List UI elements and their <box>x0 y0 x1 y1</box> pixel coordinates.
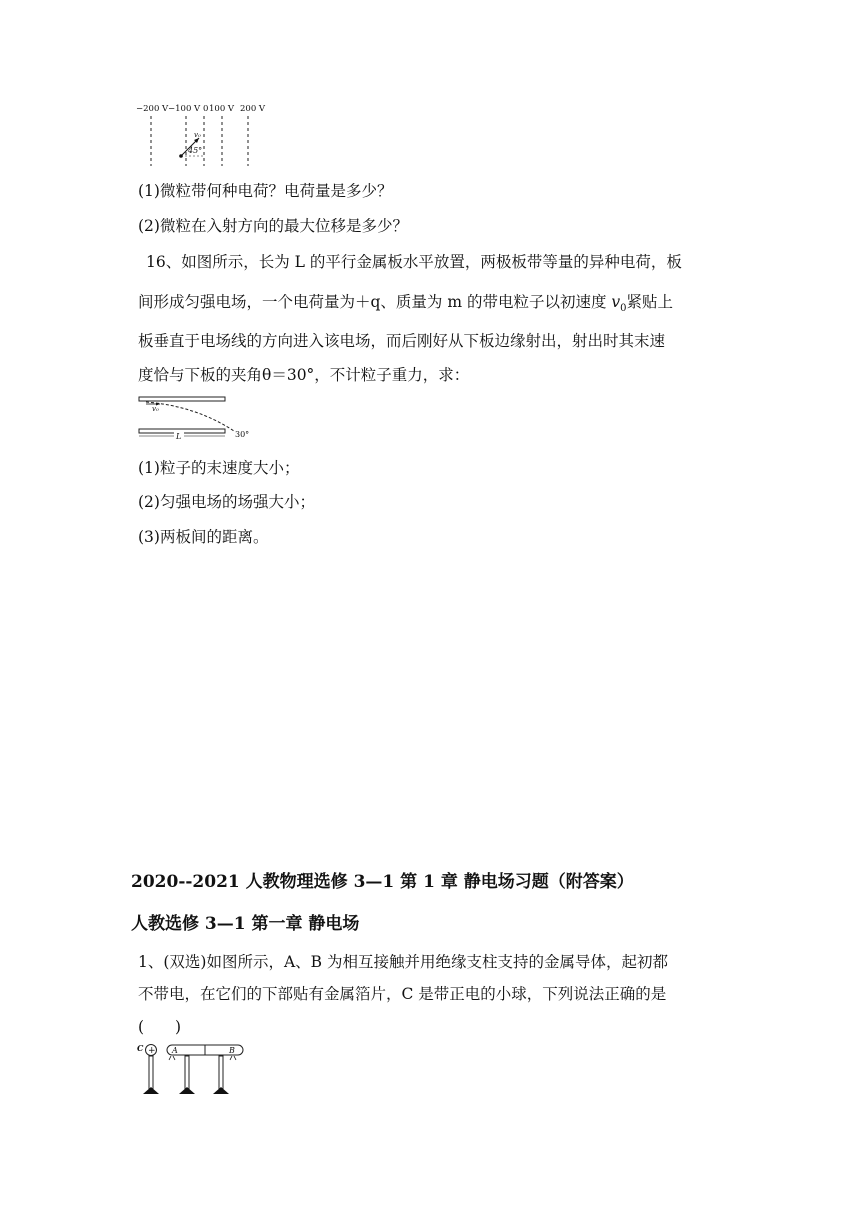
chapter-subheading: 人教选修 3—1 第一章 静电场 <box>131 914 360 934</box>
conductors-figure <box>136 1041 256 1097</box>
equipotential-figure <box>136 100 276 170</box>
length-label: L <box>176 432 182 441</box>
potential-label: 200 V <box>240 104 266 114</box>
trajectory <box>146 402 234 431</box>
q15-sub1: (1)微粒带何种电荷？电荷量是多少？ <box>138 182 393 200</box>
plus-sign: + <box>148 1046 156 1056</box>
q16-line2-text: 间形成匀强电场，一个电荷量为＋q、质量为 m 的带电粒子以初速度 <box>138 293 612 311</box>
c-label: C <box>137 1043 144 1053</box>
a-label: A <box>172 1046 178 1055</box>
q16-sub3: (3)两板间的距离。 <box>138 528 269 546</box>
parallel-plates-figure <box>136 392 266 444</box>
v0-subscript: 0 <box>620 303 627 315</box>
b-label: B <box>229 1046 235 1055</box>
q1-line3: ( ) <box>138 1018 182 1036</box>
angle-label: 30° <box>235 430 250 439</box>
q16-line4: 度恰与下板的夹角θ＝30°，不计粒子重力，求： <box>138 366 470 384</box>
v0-label: v₀ <box>152 405 159 413</box>
q16-sub2: (2)匀强电场的场强大小； <box>138 493 315 511</box>
q16-sub1: (1)粒子的末速度大小； <box>138 459 300 477</box>
parallel-plates-diagram <box>136 392 266 444</box>
q16-line2-text-end: 紧贴上 <box>626 293 674 311</box>
q16-line1: 16、如图所示，长为 L 的平行金属板水平放置，两极板带等量的异种电荷，板 <box>146 253 682 271</box>
upper-plate <box>139 397 225 401</box>
potential-label: −200 V <box>136 104 169 114</box>
equipotential-diagram <box>136 100 276 170</box>
potential-label: 0 <box>203 104 209 114</box>
v0-label: v₀ <box>194 131 201 139</box>
conductors-diagram <box>136 1041 256 1097</box>
q1-line1: 1、(双选)如图所示，A、B 为相互接触并用绝缘支柱支持的金属导体，起初都 <box>138 953 668 971</box>
q1-line2: 不带电，在它们的下部贴有金属箔片，C 是带正电的小球，下列说法正确的是 <box>138 985 667 1003</box>
q16-line2 <box>138 292 673 319</box>
q15-sub2: (2)微粒在入射方向的最大位移是多少？ <box>138 217 408 235</box>
angle-label: 45° <box>188 146 203 155</box>
potential-label: −100 V <box>168 104 201 114</box>
potential-label: 100 V <box>209 104 235 114</box>
q16-line3: 板垂直于电场线的方向进入该电场，而后刚好从下板边缘射出，射出时其末速 <box>138 332 666 350</box>
v0-symbol: v <box>611 293 621 311</box>
document-heading: 2020--2021 人教物理选修 3—1 第 1 章 静电场习题（附答案） <box>131 872 634 892</box>
equipotential-lines <box>151 116 248 166</box>
